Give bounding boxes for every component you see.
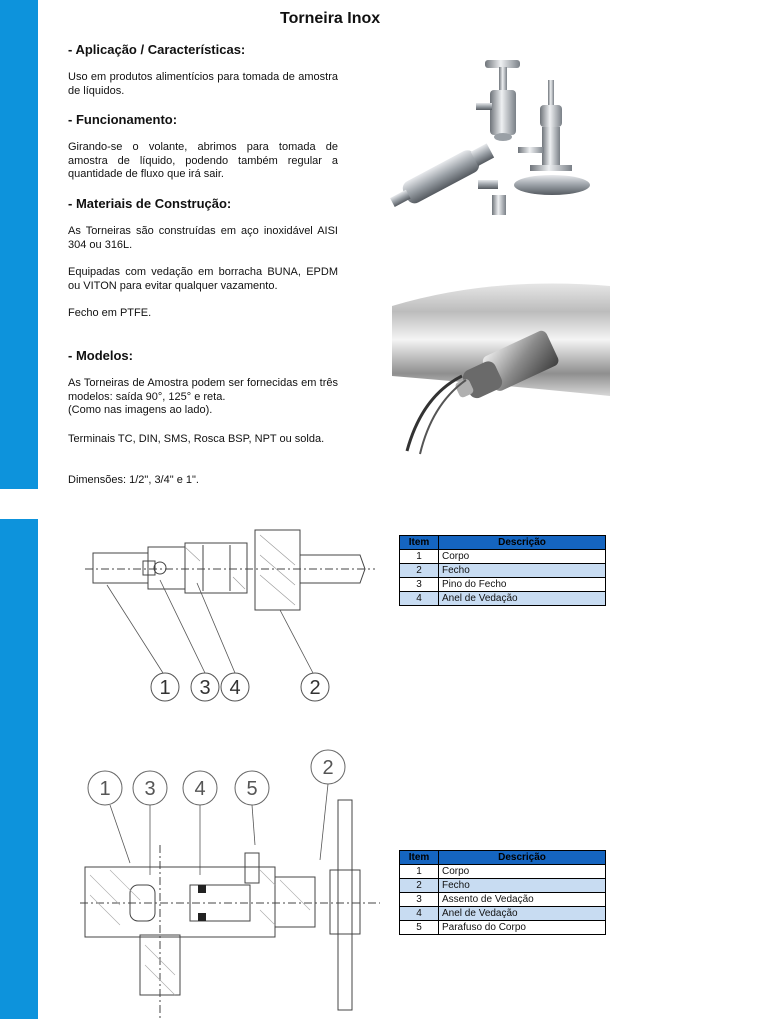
table-cell-description: Corpo bbox=[439, 550, 606, 564]
heading-materiais: - Materiais de Construção: bbox=[68, 196, 232, 211]
table-cell-item: 4 bbox=[400, 592, 439, 606]
table-header-item: Item bbox=[400, 536, 439, 550]
table-cell-item: 3 bbox=[400, 893, 439, 907]
text-modelos-3: Dimensões: 1/2", 3/4" e 1". bbox=[68, 474, 199, 486]
text-materiais-3: Fecho em PTFE. bbox=[68, 307, 152, 319]
text-materiais-1: As Torneiras são construídas em aço inoxidável AISI 304 ou 316L. bbox=[68, 225, 338, 251]
table-cell-description: Assento de Vedação bbox=[439, 893, 606, 907]
table-cell-item: 3 bbox=[400, 578, 439, 592]
table-row bbox=[400, 592, 606, 606]
left-accent-bar-bottom bbox=[0, 519, 38, 1019]
table-row bbox=[400, 550, 606, 564]
table-cell-description: Anel de Vedação bbox=[439, 592, 606, 606]
table-cell-item: 1 bbox=[400, 550, 439, 564]
table-cell-item: 1 bbox=[400, 865, 439, 879]
table-row bbox=[400, 564, 606, 578]
callout-4: 4 bbox=[229, 677, 241, 699]
table-cell-description: Fecho bbox=[439, 564, 606, 578]
technical-drawing-2 bbox=[80, 745, 380, 1024]
parts-table-1 bbox=[399, 535, 606, 606]
table-header-description: Descrição bbox=[439, 851, 606, 865]
photo-valve-models bbox=[390, 55, 590, 230]
table-row bbox=[400, 921, 606, 935]
table-cell-description: Pino do Fecho bbox=[439, 578, 606, 592]
callout-3: 3 bbox=[199, 677, 211, 699]
table-row bbox=[400, 865, 606, 879]
callout-3: 3 bbox=[144, 778, 156, 800]
text-modelos-2: Terminais TC, DIN, SMS, Rosca BSP, NPT ou solda. bbox=[68, 433, 325, 445]
table-header-item: Item bbox=[400, 851, 439, 865]
heading-funcionamento: - Funcionamento: bbox=[68, 112, 178, 127]
text-aplicacao: Uso em produtos alimentícios para tomada de amostra de líquidos. bbox=[68, 71, 338, 97]
parts-table-2 bbox=[399, 850, 606, 935]
callout-4: 4 bbox=[194, 778, 206, 800]
table-cell-description: Anel de Vedação bbox=[439, 907, 606, 921]
table-cell-description: Corpo bbox=[439, 865, 606, 879]
technical-drawing-1 bbox=[85, 525, 375, 715]
table-header-description: Descrição bbox=[439, 536, 606, 550]
table-row bbox=[400, 879, 606, 893]
table-cell-item: 4 bbox=[400, 907, 439, 921]
callout-2: 2 bbox=[322, 757, 334, 779]
callout-1: 1 bbox=[99, 778, 111, 800]
table-row bbox=[400, 578, 606, 592]
callout-5: 5 bbox=[246, 778, 258, 800]
heading-aplicacao: - Aplicação / Características: bbox=[68, 42, 246, 57]
text-modelos-1: As Torneiras de Amostra podem ser fornecidas em três modelos: saída 90°, 125° e reta. (Como nas imagens ao lado). bbox=[68, 377, 338, 416]
table-cell-item: 5 bbox=[400, 921, 439, 935]
callout-2: 2 bbox=[309, 677, 321, 699]
page-title: Torneira Inox bbox=[280, 10, 381, 27]
text-materiais-2: Equipadas com vedação em borracha BUNA, EPDM ou VITON para evitar qualquer vazamento. bbox=[68, 266, 338, 292]
left-accent-bar-top bbox=[0, 0, 38, 489]
heading-modelos: - Modelos: bbox=[68, 348, 133, 363]
table-cell-item: 2 bbox=[400, 564, 439, 578]
table-cell-description: Parafuso do Corpo bbox=[439, 921, 606, 935]
table-cell-description: Fecho bbox=[439, 879, 606, 893]
callout-1: 1 bbox=[159, 677, 171, 699]
table-cell-item: 2 bbox=[400, 879, 439, 893]
table-row bbox=[400, 893, 606, 907]
table-row bbox=[400, 907, 606, 921]
photo-valve-installed bbox=[392, 276, 610, 456]
text-funcionamento: Girando-se o volante, abrimos para tomada de amostra de líquido, podendo também regular a quantidade de fluxo que irá sair. bbox=[68, 141, 338, 180]
